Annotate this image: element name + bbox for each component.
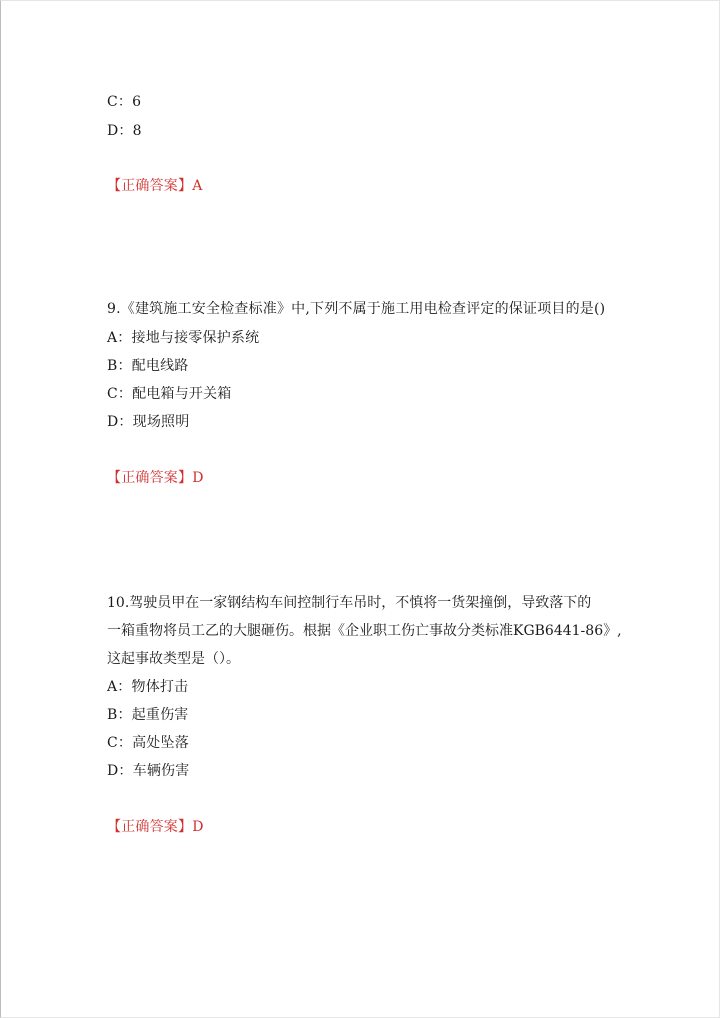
q8-option-c: C：6 bbox=[107, 94, 142, 110]
q9-answer: 【正确答案】D bbox=[107, 470, 204, 486]
q10-answer: 【正确答案】D bbox=[107, 819, 204, 835]
q10-question-line-1: 10.驾驶员甲在一家钢结构车间控制行车吊时，不慎将一货架撞倒，导致落下的 bbox=[107, 595, 592, 611]
q8-option-d: D：8 bbox=[107, 123, 142, 139]
q9-question: 9.《建筑施工安全检查标准》中,下列不属于施工用电检查评定的保证项目的是() bbox=[107, 301, 606, 317]
q9-option-b: B：配电线路 bbox=[107, 358, 189, 374]
q9-option-c: C：配电箱与开关箱 bbox=[107, 386, 232, 402]
q10-question-line-2: 一箱重物将员工乙的大腿砸伤。根据《企业职工伤亡事故分类标准KGB6441-86》, bbox=[107, 623, 622, 639]
q9-option-a: A：接地与接零保护系统 bbox=[107, 330, 260, 346]
q8-answer: 【正确答案】A bbox=[107, 178, 203, 194]
q9-option-d: D：现场照明 bbox=[107, 414, 190, 430]
q10-option-c: C：高处坠落 bbox=[107, 735, 189, 751]
q10-option-d: D：车辆伤害 bbox=[107, 763, 190, 779]
q10-option-a: A：物体打击 bbox=[107, 679, 189, 695]
q10-option-b: B：起重伤害 bbox=[107, 707, 189, 723]
q10-question-line-3: 这起事故类型是（）。 bbox=[107, 651, 240, 667]
